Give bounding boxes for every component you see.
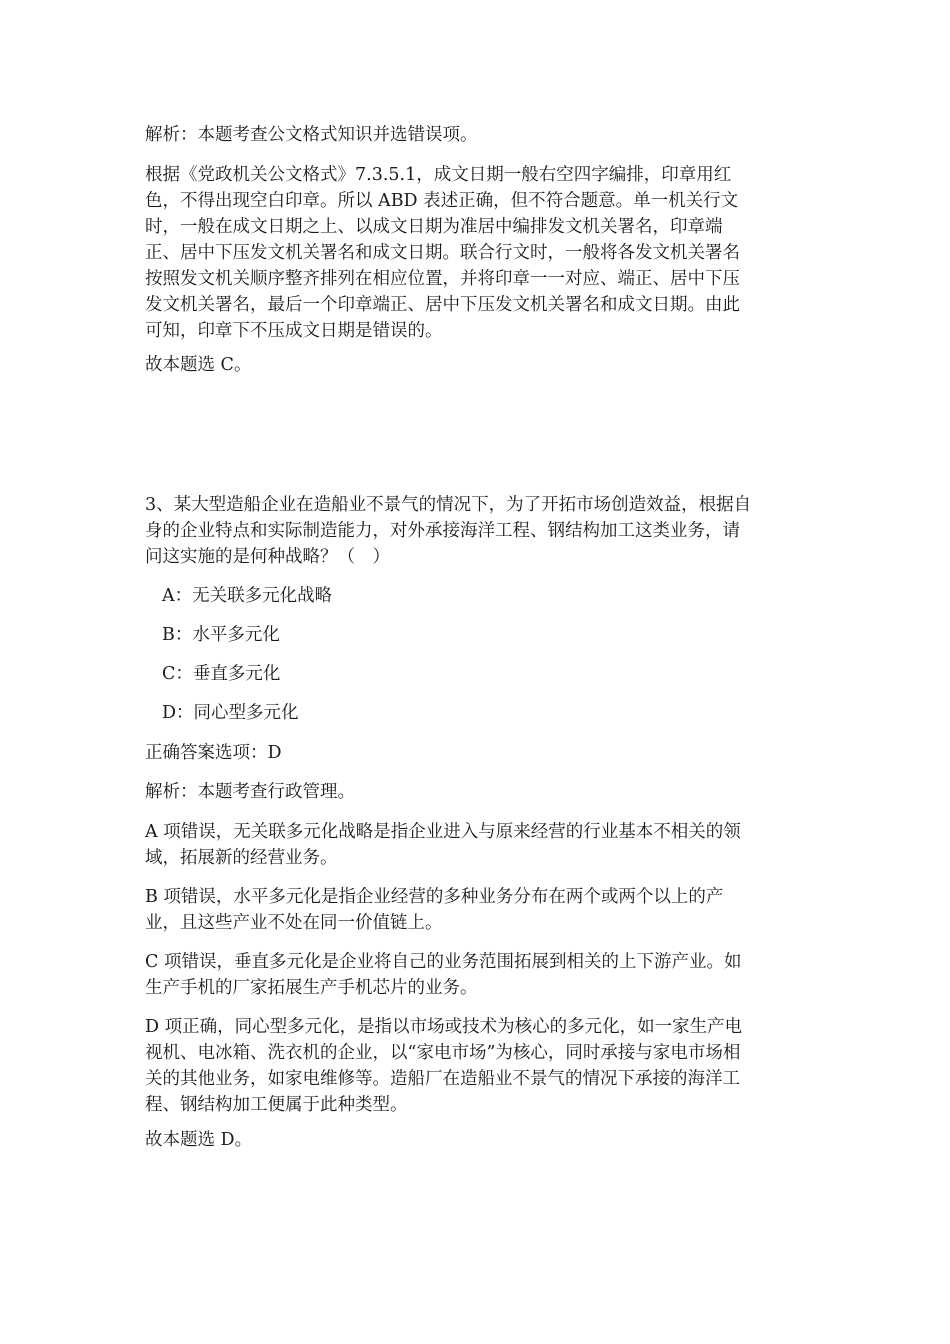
text-line: 问这实施的是何种战略？（ ） (145, 547, 390, 567)
analysis-heading-1: 解析：本题考查公文格式知识并选错误项。 (145, 125, 478, 145)
text-line: 3、某大型造船企业在造船业不景气的情况下，为了开拓市场创造效益，根据自 (145, 495, 752, 515)
text-line: C 项错误，垂直多元化是企业将自己的业务范围拓展到相关的上下游产业。如 (145, 952, 742, 972)
item-b-explanation (145, 884, 805, 936)
analysis-heading-3: 解析：本题考查行政管理。 (145, 782, 355, 802)
text-line: 程、钢结构加工便属于此种类型。 (145, 1095, 408, 1115)
text-line: 时，一般在成文日期之上、以成文日期为准居中编排发文机关署名，印章端 (145, 217, 723, 237)
text-line: 业，且这些产业不处在同一价值链上。 (145, 913, 443, 933)
option-c: C：垂直多元化 (162, 664, 281, 684)
text-line: A 项错误，无关联多元化战略是指企业进入与原来经营的行业基本不相关的领 (145, 822, 741, 842)
option-d: D：同心型多元化 (162, 703, 299, 723)
text-line: D 项正确，同心型多元化，是指以市场或技术为核心的多元化，如一家生产电 (145, 1017, 743, 1037)
item-a-explanation (145, 819, 805, 871)
option-b: B：水平多元化 (162, 625, 280, 645)
text-line: 按照发文机关顺序整齐排列在相应位置，并将印章一一对应、端正、居中下压 (145, 269, 740, 289)
text-line: 关的其他业务，如家电维修等。造船厂在造船业不景气的情况下承接的海洋工 (145, 1069, 740, 1089)
question-3-stem (145, 492, 805, 570)
text-line: 域，拓展新的经营业务。 (145, 848, 338, 868)
conclusion-1: 故本题选 C。 (145, 355, 252, 375)
item-d-explanation (145, 1014, 805, 1118)
text-line: 身的企业特点和实际制造能力，对外承接海洋工程、钢结构加工这类业务，请 (145, 521, 740, 541)
text-line: 发文机关署名，最后一个印章端正、居中下压发文机关署名和成文日期。由此 (145, 295, 740, 315)
text-line: 根据《党政机关公文格式》7.3.5.1，成文日期一般右空四字编排，印章用红 (145, 165, 732, 185)
text-line: 可知，印章下不压成文日期是错误的。 (145, 321, 443, 341)
text-line: 正、居中下压发文机关署名和成文日期。联合行文时，一般将各发文机关署名 (145, 243, 740, 263)
correct-answer: 正确答案选项：D (145, 743, 282, 763)
text-line: B 项错误，水平多元化是指企业经营的多种业务分布在两个或两个以上的产 (145, 887, 724, 907)
conclusion-3: 故本题选 D。 (145, 1130, 253, 1150)
item-c-explanation (145, 949, 805, 1001)
text-line: 视机、电冰箱、洗衣机的企业，以“家电市场”为核心，同时承接与家电市场相 (145, 1043, 741, 1063)
analysis-paragraph-1 (145, 162, 805, 344)
text-line: 色，不得出现空白印章。所以 ABD 表述正确，但不符合题意。单一机关行文 (145, 191, 739, 211)
option-a: A：无关联多元化战略 (162, 586, 333, 606)
text-line: 生产手机的厂家拓展生产手机芯片的业务。 (145, 978, 478, 998)
